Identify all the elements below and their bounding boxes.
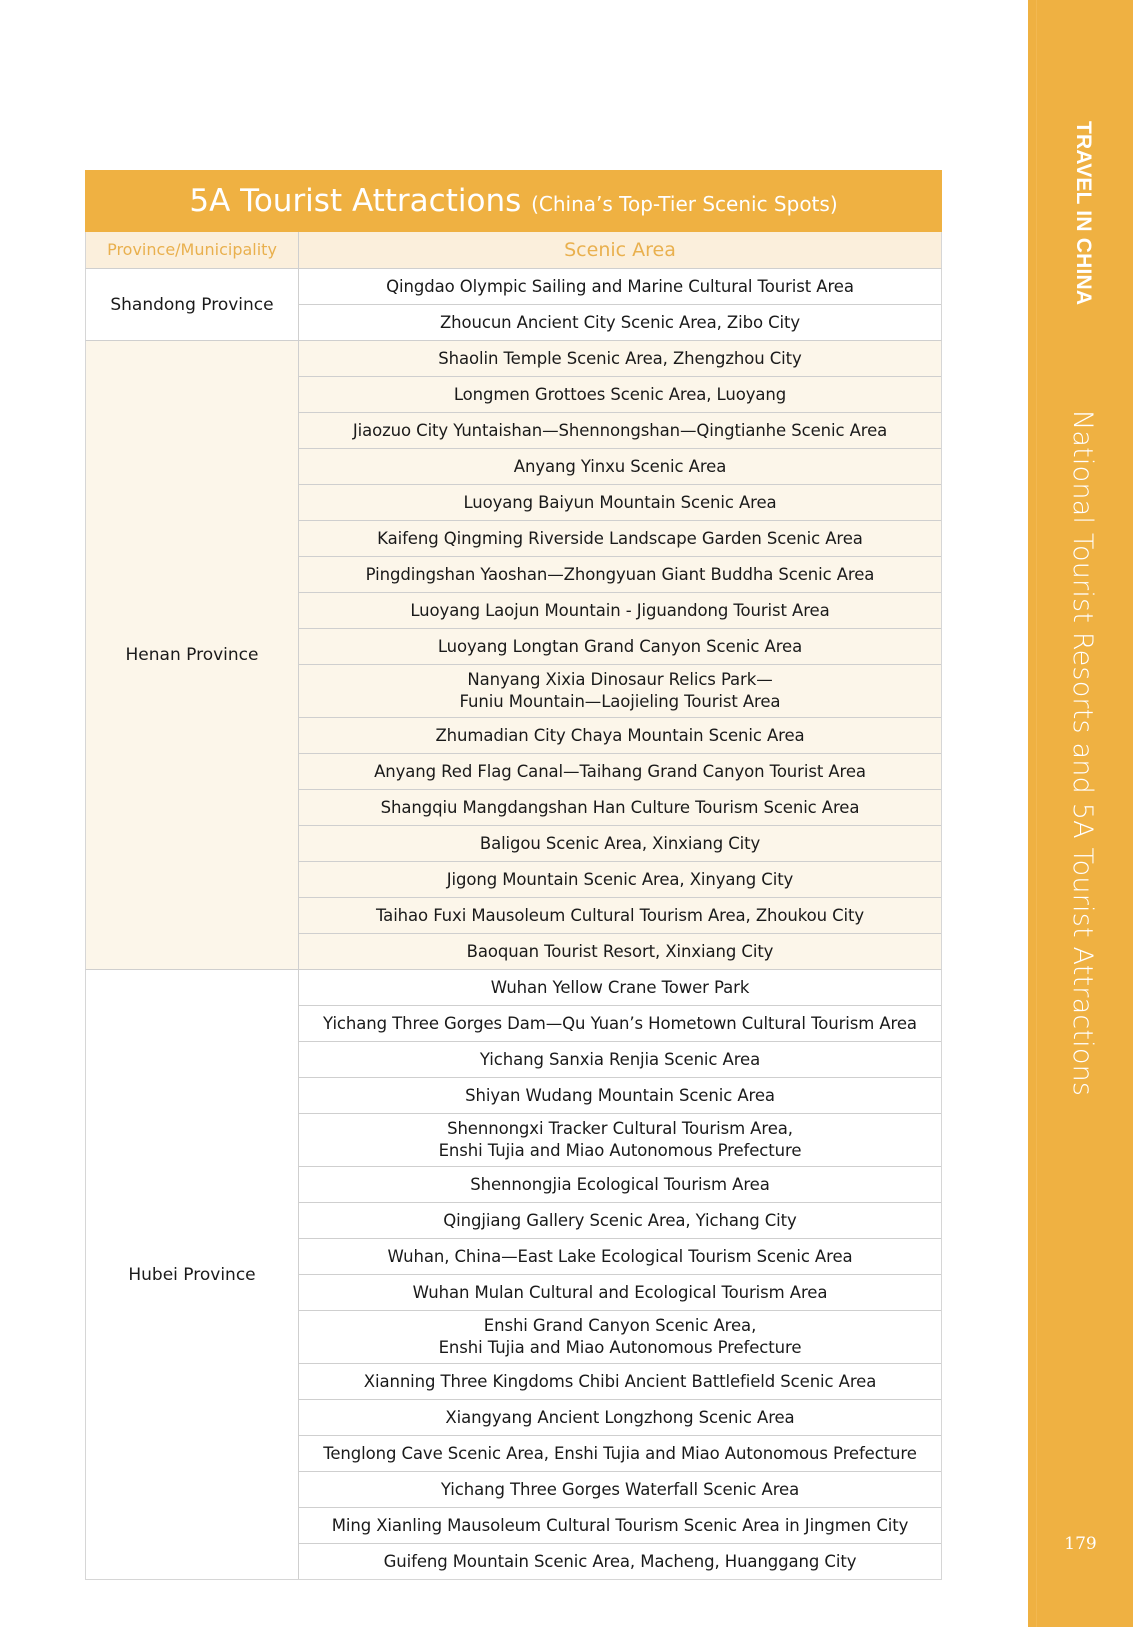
- scenic-area-cell: Baoquan Tourist Resort, Xinxiang City: [299, 933, 941, 969]
- scenic-area-cell: Qingdao Olympic Sailing and Marine Cultural Tourist Area: [386, 277, 854, 296]
- scenic-area-cell: Luoyang Laojun Mountain - Jiguandong Tourist Area: [299, 592, 941, 628]
- scenic-area-cell: Luoyang Baiyun Mountain Scenic Area: [299, 484, 941, 520]
- scenic-area-cell: Yichang Three Gorges Waterfall Scenic Area: [299, 1471, 941, 1507]
- scenic-area-cell: Nanyang Xixia Dinosaur Relics Park— Funiu Mountain—Laojieling Tourist Area: [299, 664, 941, 717]
- scenic-area-cell: Longmen Grottoes Scenic Area, Luoyang: [299, 376, 941, 412]
- scenic-area-cell: Yichang Three Gorges Dam—Qu Yuan’s Hometown Cultural Tourism Area: [299, 1005, 941, 1041]
- scenic-area-cell: Xianning Three Kingdoms Chibi Ancient Battlefield Scenic Area: [299, 1363, 941, 1399]
- scenic-area-cell: Enshi Grand Canyon Scenic Area, Enshi Tujia and Miao Autonomous Prefecture: [299, 1310, 941, 1363]
- attractions-table: [85, 170, 942, 1580]
- scenic-area-cell: Taihao Fuxi Mausoleum Cultural Tourism Area, Zhoukou City: [299, 897, 941, 933]
- table-title: 5A Tourist Attractions: [189, 183, 522, 219]
- column-header-scenic-area: Scenic Area: [299, 232, 941, 268]
- scenic-area-cell: Zhoucun Ancient City Scenic Area, Zibo City: [299, 304, 941, 340]
- chapter-title: National Tourist Resorts and 5A Tourist Attractions: [1067, 410, 1098, 1097]
- province-cell: Hubei Province: [86, 970, 299, 1579]
- scenic-area-cell: Shennongxi Tracker Cultural Tourism Area, Enshi Tujia and Miao Autonomous Prefecture: [299, 1113, 941, 1166]
- scenic-area-cell: Kaifeng Qingming Riverside Landscape Garden Scenic Area: [299, 520, 941, 556]
- scenic-area-list: [299, 341, 941, 969]
- scenic-area-cell: Wuhan Mulan Cultural and Ecological Tourism Area: [299, 1274, 941, 1310]
- chapter-number: 06: [31, 76, 74, 112]
- scenic-area-cell: Wuhan Yellow Crane Tower Park: [490, 978, 750, 997]
- scenic-area-cell: Ming Xianling Mausoleum Cultural Tourism Scenic Area in Jingmen City: [299, 1507, 941, 1543]
- scenic-area-cell: Shennongjia Ecological Tourism Area: [299, 1166, 941, 1202]
- page-number: 179: [1064, 1534, 1097, 1554]
- scenic-area-cell: Pingdingshan Yaoshan—Zhongyuan Giant Buddha Scenic Area: [299, 556, 941, 592]
- scenic-area-cell: Yichang Sanxia Renjia Scenic Area: [299, 1041, 941, 1077]
- scenic-area-cell: Jigong Mountain Scenic Area, Xinyang City: [299, 861, 941, 897]
- scenic-area-cell: Zhumadian City Chaya Mountain Scenic Area: [299, 717, 941, 753]
- sidebar-edge-line: [1036, 0, 1037, 1627]
- province-cell: Henan Province: [86, 341, 299, 969]
- scenic-area-cell: Shangqiu Mangdangshan Han Culture Tourism Scenic Area: [299, 789, 941, 825]
- scenic-area-cell: Jiaozuo City Yuntaishan—Shennongshan—Qingtianhe Scenic Area: [299, 412, 941, 448]
- scenic-area-cell: Shaolin Temple Scenic Area, Zhengzhou City: [438, 349, 802, 368]
- scenic-area-cell: Anyang Red Flag Canal—Taihang Grand Canyon Tourist Area: [299, 753, 941, 789]
- scenic-area-cell: Baligou Scenic Area, Xinxiang City: [299, 825, 941, 861]
- scenic-area-list: [299, 970, 941, 1579]
- scenic-area-cell: Anyang Yinxu Scenic Area: [299, 448, 941, 484]
- scenic-area-cell: Guifeng Mountain Scenic Area, Macheng, Huanggang City: [299, 1543, 941, 1579]
- scenic-area-cell: Qingjiang Gallery Scenic Area, Yichang City: [299, 1202, 941, 1238]
- scenic-area-cell: Tenglong Cave Scenic Area, Enshi Tujia and Miao Autonomous Prefecture: [299, 1435, 941, 1471]
- table-subtitle: (China’s Top-Tier Scenic Spots): [531, 192, 838, 216]
- province-group: [85, 340, 942, 969]
- province-group: [85, 969, 942, 1580]
- scenic-area-cell: Wuhan, China—East Lake Ecological Tourism Scenic Area: [299, 1238, 941, 1274]
- scenic-area-list: [299, 269, 941, 340]
- scenic-area-cell: Luoyang Longtan Grand Canyon Scenic Area: [299, 628, 941, 664]
- scenic-area-cell: Xiangyang Ancient Longzhong Scenic Area: [299, 1399, 941, 1435]
- table-title-band: [85, 170, 942, 232]
- province-cell: Shandong Province: [86, 269, 299, 340]
- section-label: TRAVEL IN CHINA: [1072, 121, 1095, 306]
- column-header-row: [85, 232, 942, 268]
- scenic-area-cell: Shiyan Wudang Mountain Scenic Area: [299, 1077, 941, 1113]
- table-body: [85, 268, 942, 1580]
- column-header-province: Province/Municipality: [86, 232, 299, 268]
- province-group: [85, 268, 942, 340]
